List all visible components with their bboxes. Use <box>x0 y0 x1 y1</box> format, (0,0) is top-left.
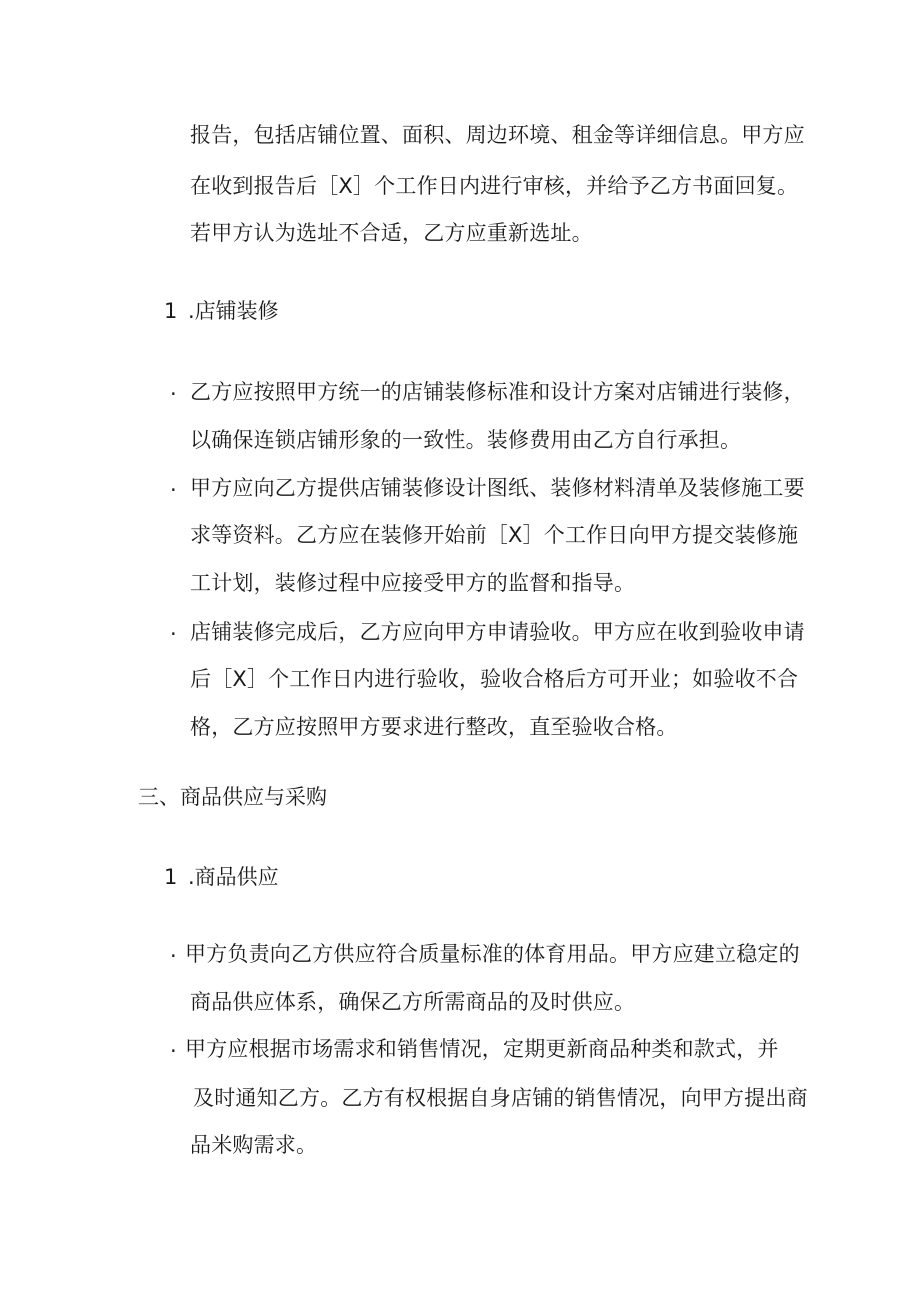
bullet-line: 以确保连锁店铺形象的一致性。装修费用由乙方自行承担。 <box>190 428 742 452</box>
bullet-marker: · <box>170 622 177 646</box>
bullet-line: 乙方应按照甲方统一的店铺装修标准和设计方案对店铺进行装修， <box>190 380 805 404</box>
bullet-marker: · <box>170 944 177 968</box>
bullet-line: 工计划，装修过程中应接受甲方的监督和指导。 <box>190 571 636 595</box>
subheading-store-decoration <box>164 297 279 325</box>
paragraph-line: 若甲方认为选址不合适，乙方应重新选址。 <box>190 221 593 245</box>
bullet-line: 格，乙方应按照甲方要求进行整改，直至验收合格。 <box>190 715 678 739</box>
section-title: 三、商品供应与采购 <box>138 785 327 809</box>
subheading-product-supply <box>164 863 279 891</box>
bullet-line: 甲方负责向乙方供应符合质量标准的体育用品。甲方应建立稳定的 <box>185 942 800 966</box>
bullet-line: 求等资料。乙方应在装修开始前［X］个工作日向甲方提交装修施 <box>190 523 799 547</box>
paragraph-line: 报告，包括店铺位置、面积、周边环境、租金等详细信息。甲方应 <box>190 123 805 147</box>
bullet-line: 甲方应向乙方提供店铺装修设计图纸、装修材料清单及装修施工要 <box>190 476 805 500</box>
bullet-line: 品米购需求。 <box>190 1133 318 1157</box>
bullet-line: 商品供应体系，确保乙方所需商品的及时供应。 <box>190 990 636 1014</box>
subheading-title: .商品供应 <box>188 865 279 889</box>
bullet-line: 及时通知乙方。乙方有权根据自身店铺的销售情况，向甲方提出商 <box>193 1086 808 1110</box>
bullet-marker: · <box>170 478 177 502</box>
subheading-title: .店铺装修 <box>188 299 279 323</box>
bullet-line: 店铺装修完成后，乙方应向甲方申请验收。甲方应在收到验收申请 <box>190 620 805 644</box>
bullet-line: 甲方应根据市场需求和销售情况，定期更新商品种类和款式，并 <box>185 1037 779 1061</box>
subheading-number: 1 <box>164 299 178 323</box>
paragraph-line: 在收到报告后［X］个工作日内进行审核，并给予乙方书面回复。 <box>190 174 799 198</box>
bullet-line: 后［X］个工作日内进行验收，验收合格后方可开业；如验收不合 <box>190 667 799 691</box>
bullet-marker: · <box>170 1039 177 1063</box>
bullet-marker: · <box>170 382 177 406</box>
subheading-number: 1 <box>164 865 178 889</box>
